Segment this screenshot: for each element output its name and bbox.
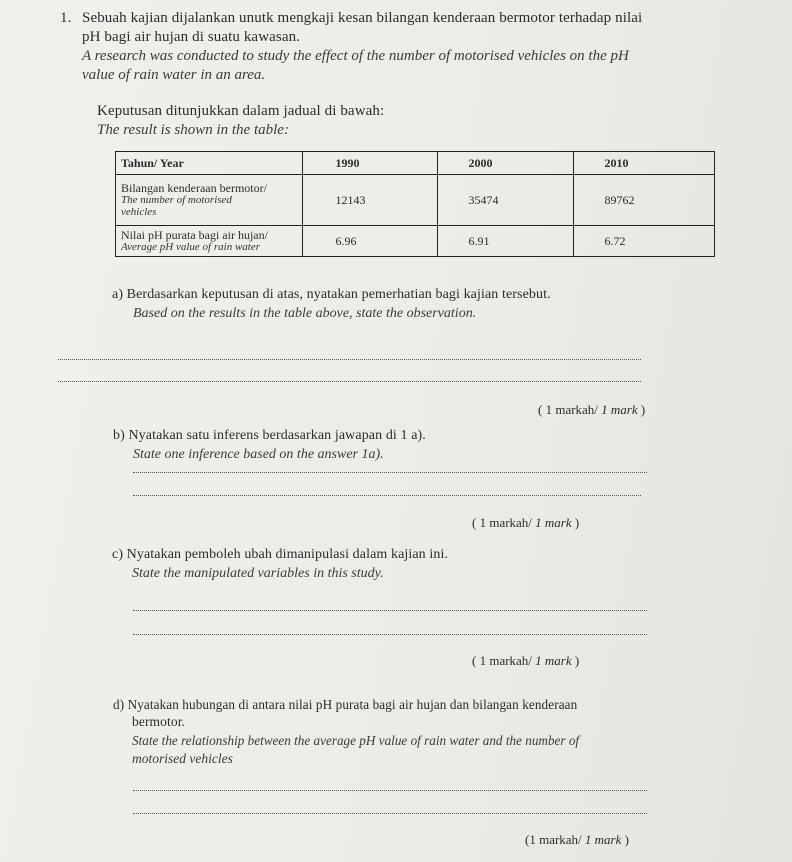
table-cell: 6.91 [438,226,574,257]
part-a-ms: a) Berdasarkan keputusan di atas, nyatakan pemerhatian bagi kajian tersebut. [112,287,551,302]
part-b-en: State one inference based on the answer 1a). [133,447,384,462]
row-label-vehicles [116,175,303,226]
mark-en: 1 mark [584,832,622,847]
part-d-mark [525,832,629,848]
part-b-ms: b) Nyatakan satu inferens berdasarkan jawapan di 1 a). [113,428,426,443]
question-number: 1. [60,10,72,26]
intro-en-line1: A research was conducted to study the effect of the number of motorised vehicles on the pH [82,48,629,64]
mark-ms: ( 1 markah/ [538,402,598,417]
part-c-en: State the manipulated variables in this study. [132,566,384,581]
row-label-en: The number of motorised [121,194,232,206]
answer-line-a2[interactable] [58,381,641,382]
table-row [116,226,715,257]
row-label-en: Average pH value of rain water [121,241,261,253]
intro-ms-line2: pH bagi air hujan di suatu kawasan. [82,29,301,45]
row-label-ph [116,226,303,257]
result-en: The result is shown in the table: [97,122,289,138]
part-c-mark [472,653,579,669]
answer-line-b1[interactable] [133,472,647,473]
part-d-ms-line1: d) Nyatakan hubungan di antara nilai pH purata bagi air hujan dan bilangan kenderaan [113,697,578,712]
part-d-en-line1: State the relationship between the average pH value of rain water and the number of [132,733,580,748]
answer-line-c1[interactable] [133,610,647,611]
mark-close: ) [574,653,580,668]
answer-line-c2[interactable] [133,634,647,635]
mark-close: ) [640,402,646,417]
mark-ms: ( 1 markah/ [472,653,532,668]
table-cell: 6.96 [303,226,438,257]
table-cell: 35474 [438,175,574,226]
table-cell: 6.72 [574,226,715,257]
table-header-row [116,152,715,175]
answer-line-d1[interactable] [133,790,647,791]
answer-line-a1[interactable] [58,359,641,360]
header-year: Tahun/ Year [116,152,303,175]
answer-line-d2[interactable] [133,813,647,814]
header-2000: 2000 [438,152,574,175]
part-d-ms-line2: bermotor. [132,714,186,729]
mark-en: 1 mark [535,653,572,668]
mark-close: ) [574,515,580,530]
row-label-en: vehicles [121,206,157,218]
header-2010: 2010 [574,152,715,175]
mark-en: 1 mark [601,402,638,417]
mark-ms: ( 1 markah/ [472,515,532,530]
table-row [116,175,715,226]
result-ms: Keputusan ditunjukkan dalam jadual di bawah: [97,103,385,119]
results-table [115,151,715,257]
table-cell: 89762 [574,175,715,226]
mark-ms: (1 markah/ [525,832,582,847]
row-label-ms: Nilai pH purata bagi air hujan/ [121,228,268,242]
intro-en-line2: value of rain water in an area. [82,67,266,83]
header-1990: 1990 [303,152,438,175]
part-a-mark [538,402,645,418]
answer-line-b2[interactable] [133,495,641,496]
part-b-mark [472,515,579,531]
intro-ms-line1: Sebuah kajian dijalankan unutk mengkaji kesan bilangan kenderaan bermotor terhadap nilai [82,10,643,26]
mark-en: 1 mark [535,515,572,530]
part-d-en-line2: motorised vehicles [132,751,233,766]
part-c-ms: c) Nyatakan pemboleh ubah dimanipulasi dalam kajian ini. [112,547,449,562]
table-cell: 12143 [303,175,438,226]
mark-close: ) [624,832,629,847]
part-a-en: Based on the results in the table above, state the observation. [133,306,477,321]
row-label-ms: Bilangan kenderaan bermotor/ [121,181,267,195]
